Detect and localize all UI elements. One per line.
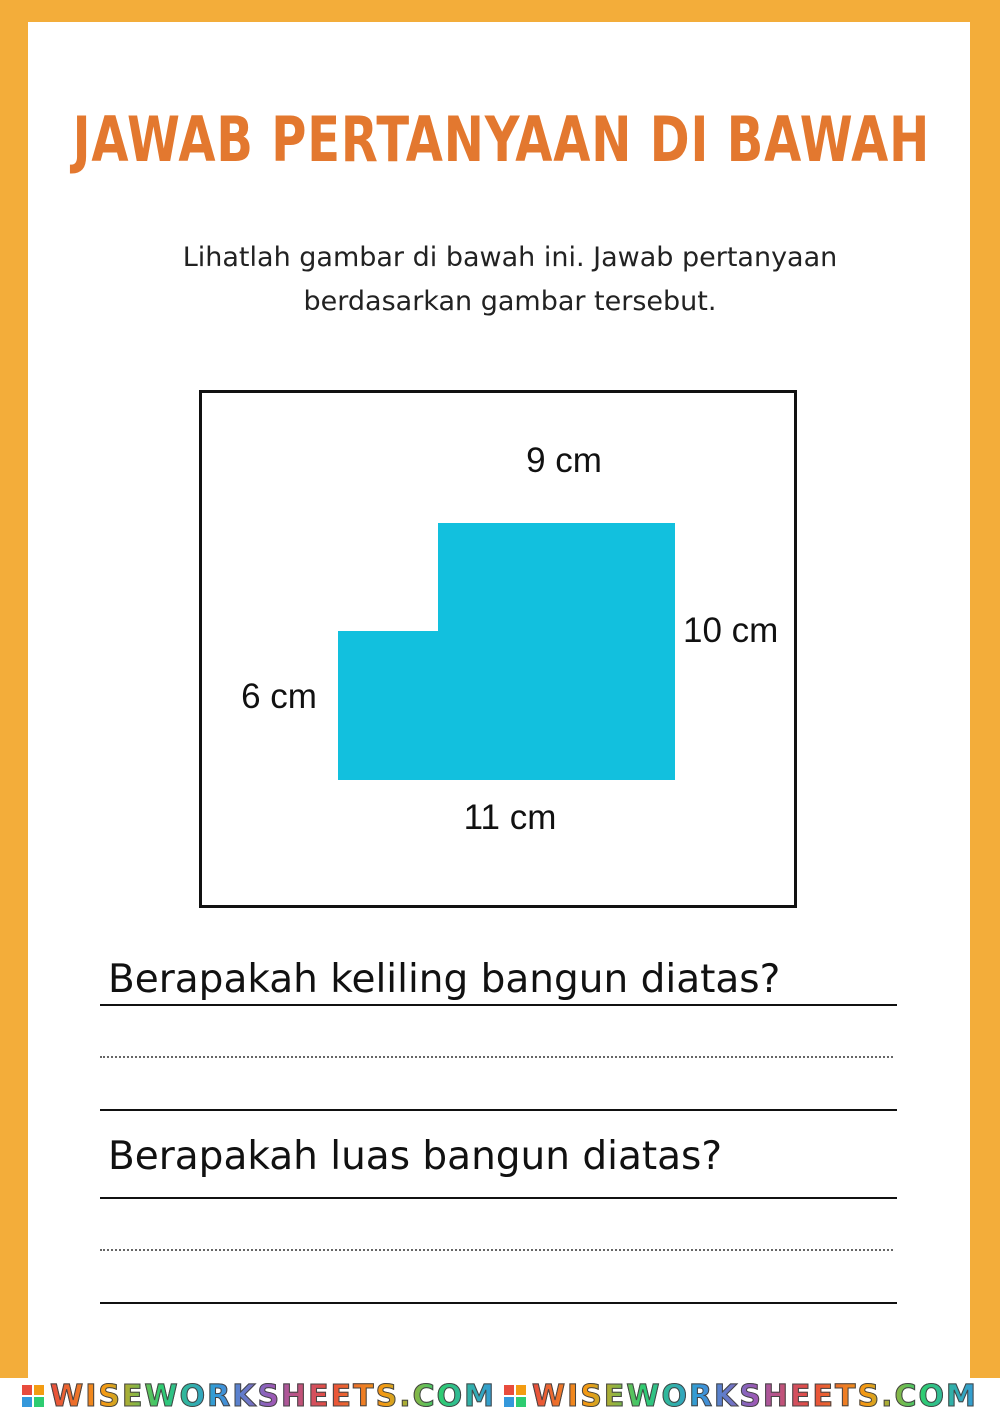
answer-dotted-line-1	[100, 1056, 893, 1058]
label-left: 6 cm	[241, 677, 317, 716]
answer-line-2a	[100, 1197, 897, 1199]
label-right: 10 cm	[683, 611, 779, 650]
instruction-line-2: berdasarkan gambar tersebut.	[303, 286, 717, 317]
label-top: 9 cm	[526, 441, 602, 480]
wiseworksheets-logo-icon	[22, 1385, 44, 1407]
label-bottom: 11 cm	[463, 798, 557, 837]
answer-line-1a	[100, 1004, 897, 1006]
answer-line-2b	[100, 1302, 897, 1304]
instruction-text	[120, 236, 900, 324]
question-1: Berapakah keliling bangun diatas?	[108, 957, 781, 1002]
figure-frame	[199, 390, 797, 908]
watermark-text: WISEWORKSHEETS.COM	[532, 1378, 978, 1414]
watermark-2	[504, 1379, 978, 1414]
watermark-1	[22, 1379, 496, 1414]
l-shape-diagram	[202, 393, 794, 905]
page-title: JAWAB PERTANYAAN DI BAWAH	[72, 103, 931, 176]
answer-line-1b	[100, 1109, 897, 1111]
question-2: Berapakah luas bangun diatas?	[108, 1134, 723, 1179]
footer-watermark	[0, 1378, 1000, 1414]
instruction-line-1: Lihatlah gambar di bawah ini. Jawab pertanyaan	[182, 242, 838, 273]
l-shape	[338, 523, 675, 780]
answer-dotted-line-2	[100, 1249, 893, 1251]
watermark-text: WISEWORKSHEETS.COM	[50, 1378, 496, 1414]
wiseworksheets-logo-icon	[504, 1385, 526, 1407]
